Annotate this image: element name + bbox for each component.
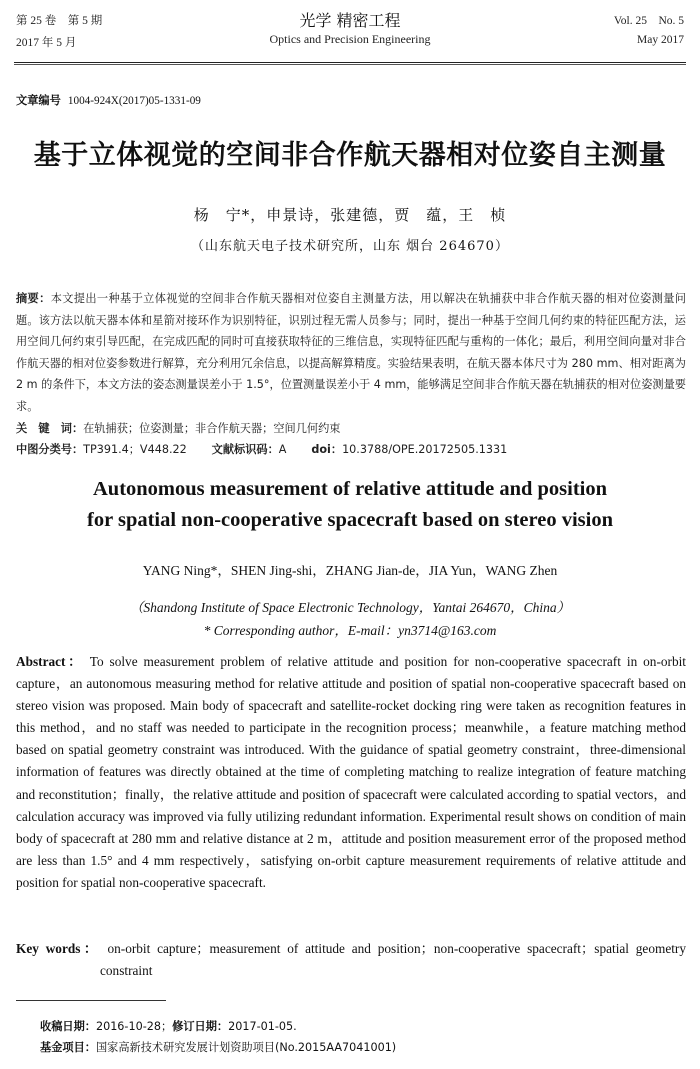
footnote-rule [16, 1000, 166, 1001]
authors-en: YANG Ning*，SHEN Jing-shi，ZHANG Jian-de，JIA Yun，WANG Zhen [142, 563, 558, 578]
header-rule [14, 62, 686, 65]
volume-issue-cn: 第 25 卷 第 5 期 [16, 15, 103, 27]
footnote-dates: 收稿日期：2016-10-28；修订日期：2017-01-05. [40, 1020, 297, 1033]
journal-name-cn: 光学 精密工程 [299, 11, 401, 30]
date-en: May 2017 [637, 34, 684, 46]
abstract-en: Abstract： To solve measurement problem of relative attitude and position for non-cooperative spacecraft in on-orbit capture，an autonomous measuring method for relative attitude and position of spatial non-cooperative spacecraft based on stereo vision was proposed. Main body of spacecraft and satellite-rocket docking ring were taken as recognition features in this method，and no staff was needed to participate in the recognition process；meanwhile，a feature matching method based on spatial geometry constraint was introduced. With the guidance of spatial geometry constraint，three-dimensional information of features was directly obtained at the time of completing matching to realize integration of feature matching and reconstitution；finally，the relative attitude and position of spacecraft were calculated according to spatial vectors，and calculation accuracy was improved via fully utilizing redundant information. Experimental result shows on condition of main body of spacecraft at 280 mm and relative distance at 2 m，attitude and position measurement error of the proposed method are less than 1.5° and 4 mm respectively，satisfying on-orbit capture measurement requirements of relative attitude and position for spatial non-cooperative spacecraft. [16, 654, 686, 890]
authors-cn: 杨 宁*，申景诗，张建德，贾 蕴，王 桢 [193, 206, 507, 224]
title-en: Autonomous measurement of relative attitude and position for spatial non-cooperative spacecraft based on stereo vision [87, 478, 613, 531]
title-cn: 基于立体视觉的空间非合作航天器相对位姿自主测量 [33, 140, 667, 171]
affiliation-cn: （山东航天电子技术研究所，山东 烟台 264670） [191, 239, 509, 254]
volume-issue-en: Vol. 25 No. 5 [613, 15, 684, 27]
affiliation-en: （Shandong Institute of Space Electronic Technology，Yantai 264670，China） [129, 600, 571, 615]
article-id: 文章编号 1004-924X(2017)05-1331-09 [16, 94, 201, 107]
keywords-en: Key words： on-orbit capture；measurement of attitude and position；non-cooperative spacecraft；spatial geometry constraint [16, 941, 686, 978]
date-cn: 2017 年 5 月 [16, 37, 77, 49]
corresponding-author: * Corresponding author，E-mail：yn3714@163.com [203, 623, 497, 638]
abstract-cn: 摘要：本文提出一种基于立体视觉的空间非合作航天器相对位姿自主测量方法，用以解决在轨捕获中非合作航天器的相对位姿测量问题。该方法以航天器本体和星箭对接环作为识别特征，识别过程无需人员参与；同时，提出一种基于空间几何约束的特征匹配方法，运用空间几何约束引导匹配，在完成匹配的同时可直接获取特征的三维信息，实现特征匹配与重构的一体化；最后，利用空间向量对非合作航天器的相对位姿参数进行解算，充分利用冗余信息，以提高解算精度。实验结果表明，在航天器本体尺寸为 280 mm、相对距离为 2 m 的条件下，本文方法的姿态测量误差小于 1.5°，位置测量误差小于 4 mm，能够满足空间非合作航天器在轨捕获的相对位姿测量要求。 关 键 词：在轨捕获；位姿测量；非合作航天器；空间几何约束 中图分类号：TP391.4；V448.22 文献标识码：A doi：10.3788/OPE.20172505.1331 [16, 292, 686, 457]
journal-name-en: Optics and Precision Engineering [269, 32, 431, 46]
footnote-fund: 基金项目：国家高新技术研究发展计划资助项目(No.2015AA7041001) [40, 1041, 397, 1054]
